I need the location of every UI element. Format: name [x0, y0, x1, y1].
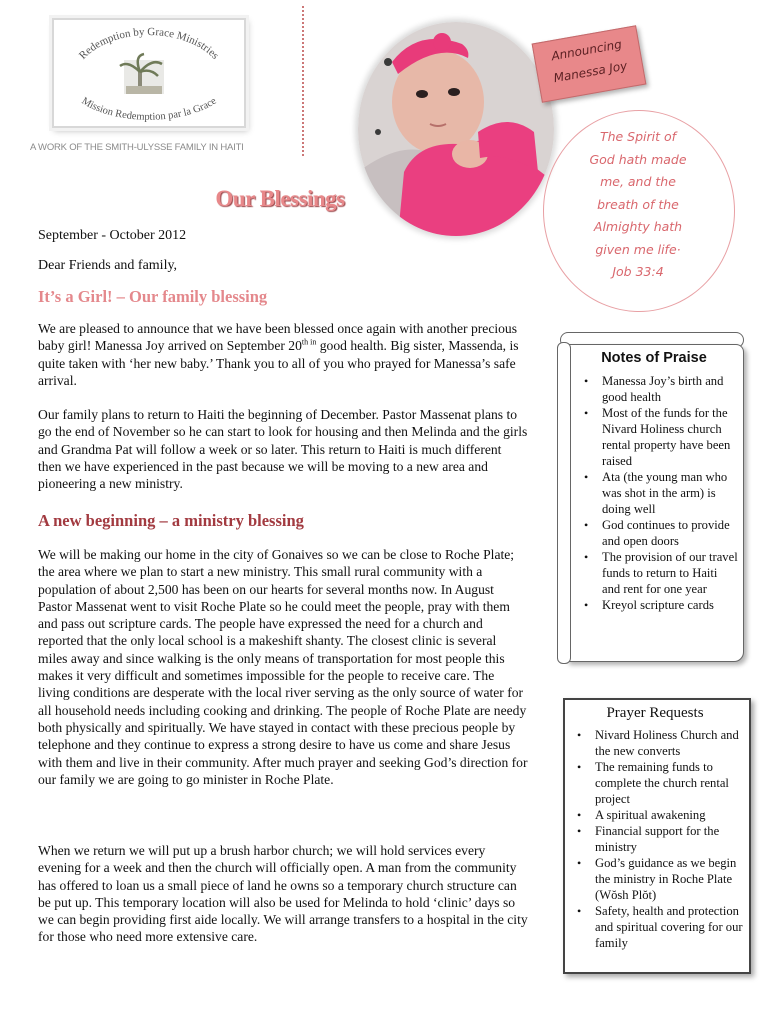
verse-line: me, and the — [600, 174, 676, 189]
paragraph-return-plans: Our family plans to return to Haiti the beginning of December. Pastor Massenat plans to go the end of November so he can start to look for housing and then Melinda and the girls and Grandma Pat will follow a week or so later. This return to Haiti is much different then we have experienced in the past because we will be moving to a new area and pioneering a new ministry. — [38, 407, 528, 492]
list-item: • God’s guidance as we begin the ministry in Roche Plate (Wŏsh Plŏt) — [571, 855, 743, 903]
list-item: • Nivard Holiness Church and the new converts — [571, 727, 743, 759]
verse-line: breath of the — [597, 196, 679, 212]
logo-bottom-text: Mission Redemption par la Grace — [79, 95, 219, 123]
greeting: Dear Friends and family, — [38, 258, 178, 273]
list-item: • The remaining funds to complete the church rental project — [571, 759, 743, 807]
list-item: • Safety, health and protection and spiritual covering for our family — [571, 903, 743, 951]
ministry-logo — [52, 18, 246, 128]
verse-line: given me life· — [595, 241, 681, 257]
list-item: • Most of the funds for the Nivard Holiness church rental property have been raised — [578, 405, 738, 469]
logo-tree-icon — [120, 54, 164, 94]
verse-text — [570, 126, 706, 284]
praise-title: Notes of Praise — [601, 350, 707, 366]
newsletter-title: Our Blessings — [215, 186, 345, 211]
list-item: • Kreyol scripture cards — [578, 597, 738, 613]
logo-graphic — [54, 20, 244, 126]
logo-top-text: Redemption by Grace Ministries — [76, 25, 222, 62]
section-heading-family: It’s a Girl! – Our family blessing — [38, 287, 268, 306]
banner-line-1: Announcing — [550, 37, 623, 64]
list-item: • The provision of our travel funds to return to Haiti and rent for one year — [578, 549, 738, 597]
list-item: • Financial support for the ministry — [571, 823, 743, 855]
banner-line-2: Manessa Joy — [552, 58, 629, 86]
prayer-title: Prayer Requests — [606, 705, 704, 721]
list-item: • A spiritual awakening — [571, 807, 743, 823]
paragraph-new-ministry: We will be making our home in the city of Gonaives so we can be close to Roche Plate; the area where we plan to start a new ministry. This small rural community with a population of about 2,500 has been on our hearts for several months now. In August Pastor Massenat went to visit Roche Plate so he could meet the people, pray with them and pass out scripture cards. The people have expressed the need for a church and reported that the only local school is a makeshift shanty. The closest clinic is several miles away and since walking is the only means of transportation for most people this makes it very difficult and sometimes impossible for the people to receive care. The living conditions are desperate with the local river serving as the only source of water for all household needs including cooking and drinking. The people of Roche Plate are needy both physically and spiritually. We have stayed in contact with these precious people by telephone and they continue to express a strong desire to have us come and share Jesus with them and live in their community. After much prayer and seeking God’s direction for our family we are going to go minister in Roche Plate. — [38, 547, 528, 787]
prayer-list — [571, 727, 743, 951]
list-item: • God continues to provide and open doors — [578, 517, 738, 549]
newsletter-date: September - October 2012 — [38, 228, 187, 243]
decorative-dotted-line — [302, 6, 304, 156]
tagline: A WORK OF THE SMITH-ULYSSE FAMILY IN HAITI — [30, 142, 244, 153]
section-heading-ministry: A new beginning – a ministry blessing — [38, 511, 304, 530]
praise-list — [578, 373, 738, 613]
paragraph-birth-announcement: We are pleased to announce that we have been blessed once again with another precious baby girl! Manessa Joy arrived on September $20^{th in}$ good health. Big sister, Massenda, is quite taken with ‘her new baby.’ Thank you to all of you who prayed for Manessa’s safe arrival. — [38, 321, 519, 388]
paragraph-brush-harbor-church: When we return we will put up a brush harbor church; we will hold services every evening for a week and then the church will officially open. A man from the community has offered to loan us a small piece of land he owns so a temporary church structure can be put up. This temporary location will also be used for Melinda to hold ‘clinic’ days so we can begin providing first aide locally. We will arrange transfers to a hospital in the city for those who need more extensive care. — [38, 843, 528, 945]
list-item: • Ata (the young man who was shot in the arm) is doing well — [578, 469, 738, 517]
verse-line: God hath made — [589, 151, 687, 167]
announcement-banner — [532, 25, 647, 102]
baby-photo — [358, 22, 554, 236]
list-item: • Manessa Joy’s birth and good health — [578, 373, 738, 405]
verse-reference: Job 33:4 — [612, 264, 664, 279]
scroll-left-roll — [557, 342, 571, 664]
verse-line: Almighty hath — [593, 219, 683, 234]
verse-line: The Spirit of — [599, 129, 677, 144]
